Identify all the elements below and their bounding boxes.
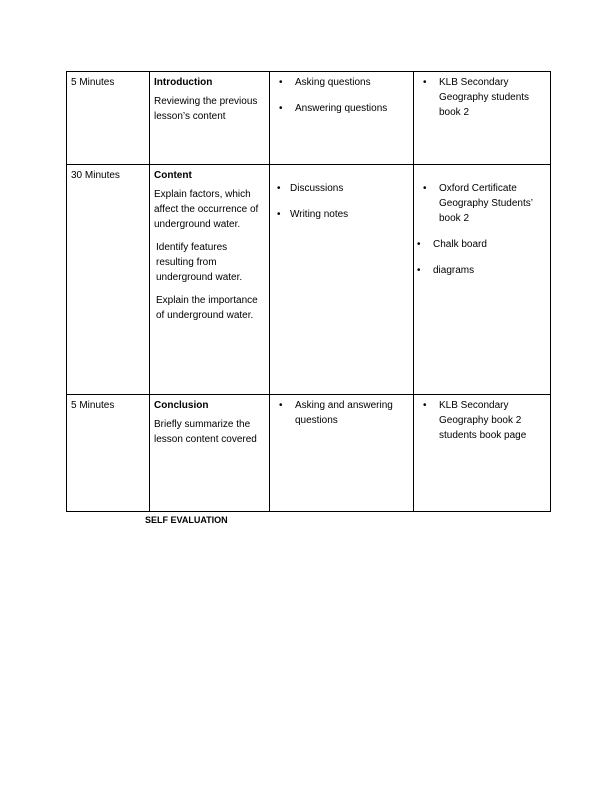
step-text: Identify features resulting from underground water.: [156, 242, 243, 283]
step-text: Explain factors, which affect the occurrence of underground water.: [154, 189, 259, 230]
list-item: • KLB Secondary Geography book 2 students book page: [418, 398, 546, 443]
time-cell: 5 Minutes: [67, 72, 150, 165]
time-cell: 5 Minutes: [67, 395, 150, 512]
list-item: • Oxford Certificate Geography Students’ book 2: [418, 181, 546, 226]
step-title: Content: [154, 170, 192, 181]
step-text: Reviewing the previous lesson’s content: [154, 96, 258, 122]
list-item: • Discussions: [274, 181, 409, 196]
step-cell: [150, 72, 270, 165]
time-cell: 30 Minutes: [67, 165, 150, 395]
step-cell: [150, 165, 270, 395]
list-item: • KLB Secondary Geography students book 2: [418, 75, 546, 120]
list-item: • diagrams: [412, 263, 546, 278]
table-row: [67, 395, 551, 512]
resources-cell: [414, 165, 551, 395]
list-item: • Writing notes: [274, 207, 409, 222]
step-title: Introduction: [154, 77, 213, 88]
list-item: • Asking and answering questions: [274, 398, 409, 428]
table-row: [67, 165, 551, 395]
table-row: [67, 72, 551, 165]
activities-cell: [270, 165, 414, 395]
list-item: • Chalk board: [412, 237, 546, 252]
list-item: • Answering questions: [274, 101, 409, 116]
resources-cell: [414, 72, 551, 165]
list-item: • Asking questions: [274, 75, 409, 90]
step-text: Briefly summarize the lesson content covered: [154, 419, 257, 445]
lesson-plan-table: [66, 71, 551, 512]
activities-cell: [270, 395, 414, 512]
step-text: Explain the importance of underground water.: [156, 295, 258, 321]
step-title: Conclusion: [154, 400, 209, 411]
activities-cell: [270, 72, 414, 165]
step-cell: [150, 395, 270, 512]
self-evaluation-heading: SELF EVALUATION: [145, 515, 228, 525]
resources-cell: [414, 395, 551, 512]
